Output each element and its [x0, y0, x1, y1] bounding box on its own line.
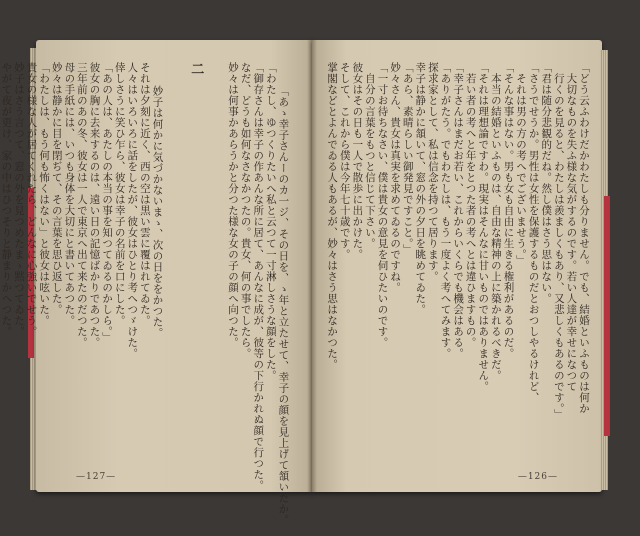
page-number-left: —127— [76, 472, 117, 482]
text-line: 彼女の胸に去来するのは、遠い日の記憶ばかりであつた。 [88, 62, 101, 348]
text-line: 「ありがたう。でもわたしは、もう一度よく考へてみます。 [439, 62, 452, 359]
book-spine [307, 40, 317, 492]
text-line: そして、これから僕は今年七十歳です。 [338, 62, 351, 260]
open-book [0, 40, 612, 526]
text-line: 妙々は静かに目を閉ぢて、その言葉を思ひ返した。 [50, 62, 63, 315]
text-line: 「そんな事はない。男も女も自由に生きる権利があるのだ。 [502, 62, 515, 359]
text-line: 「どう云ふわけだかわたしも分りません。でも、結婚といふものは何か [578, 62, 590, 414]
text-line: 「あら、素晴らしい御発見ですこと。」 [401, 62, 414, 255]
text-line: なだ、どうも如何なさなかつたの。貴女、何の事でしたら。 [239, 62, 252, 359]
left-text-after-chapter [0, 62, 163, 359]
text-line: 自分の言葉をもつと信じて下さい。 [363, 73, 376, 249]
text-line: それは夕刻に近く、西の空は黒い雲に覆はれてゐた。 [138, 62, 151, 326]
text-line: 行くのを見ると、わたしは羨ましくもあり、又悲しくもあるのです。」 [552, 73, 565, 420]
text-line: それは男の方の考へでございませう。」 [515, 73, 528, 266]
text-line: 「君は随分悲観的だね。然し僕はさう思はない。 [540, 62, 553, 304]
text-line: 倖しさうに笑ひ乍ら、彼女は幸子の名前を口にした。 [113, 62, 126, 326]
text-line: 幸子は静かに頷いて、窓の外の夕日を眺めてゐた。 [414, 62, 427, 315]
text-line: 本当の結婚といふものは、自由な精神の上に築かれるべきだ。 [489, 73, 502, 381]
text-line: 妙々さん、貴女は真実を求めてゐるのですね。 [389, 62, 402, 293]
text-line: 掌閣などとよんでゐる人もあるが、妙々はさう思はなかつた。 [326, 62, 339, 370]
page-number-right: —126— [517, 472, 558, 482]
text-line: 「幸子さんはまだお若い、これからいくらでも機会はある。 [452, 62, 465, 359]
text-line: 人々はいろいろに話をしたが、彼女はひとり考へつゞけた。 [126, 62, 139, 359]
text-line: 妙子は何かに気づかないまゝ、次の日ををかつた。 [151, 85, 164, 339]
text-line: 「あの人は、あたしの本当の事を知つてゐるのかしら。」 [101, 62, 114, 343]
left-page [0, 40, 312, 526]
text-line: 「御存さんは幸子の作あんな所に居て、あんなに成が、彼等の下行かれぬ顔で行つた。 [252, 62, 265, 491]
text-line: 「一寸お待ちなさい、僕は貴女の意見を伺ひたいのです。 [376, 62, 389, 348]
chapter-heading: 二 [188, 62, 204, 76]
text-line: 「それは理想論ですわ。現実はそんなに甘いものではありません。 [477, 62, 490, 392]
text-line: 母の手紙には、いつも身体を大切にと書いてあつた。 [63, 62, 76, 326]
left-text-before-chapter [227, 62, 289, 525]
text-line: 大切なものを失ふ様な気がするのです。若い人達が幸せになつて [565, 73, 578, 392]
right-page-text [326, 62, 590, 442]
text-line: 「わたし、ゆつくりたいへ私と云つて一寸淋しさうな顔をした。 [264, 62, 277, 381]
text-line: 若い者の考へと年をとつた者の考へとは違ひますもの。 [464, 73, 477, 348]
right-page [312, 40, 602, 492]
text-line: 貴女の様な人が居てくれたら、どんなに心強いでせう。 [25, 62, 38, 337]
text-line: 「あゝ幸子さんーのカ一ジ、その日を、ゝ年と立たせて、幸子の顔を見上げて頷いたか。 [277, 85, 290, 526]
text-line: 三年前のあの冬、彼女は一人で東京へ出て来たのだつた。 [75, 62, 88, 348]
text-line: 「さうでせうか。男性は女性を保護するものだとおつしやるけれど、 [527, 62, 540, 403]
text-line: 「わたしは、もう何も怖くはない」と彼女は呟いた。 [38, 62, 51, 326]
bookmark-tab-right [604, 196, 610, 436]
text-line: 彼女はその日も一人で散歩に出かけた。 [351, 62, 364, 260]
text-line: やがて夜が更け、家の中はひつそりと静まりかへつた。 [0, 62, 13, 337]
text-line: 妙々は何事かあらうかと分つた様な女の子の顔へ向つた。 [227, 62, 240, 348]
text-line: 妙子はさう言つて、窓の外を見つめたまゝ黙つてゐた。 [12, 62, 25, 337]
text-line: 探求家として、私は信念を持つて居ります。 [426, 62, 439, 282]
